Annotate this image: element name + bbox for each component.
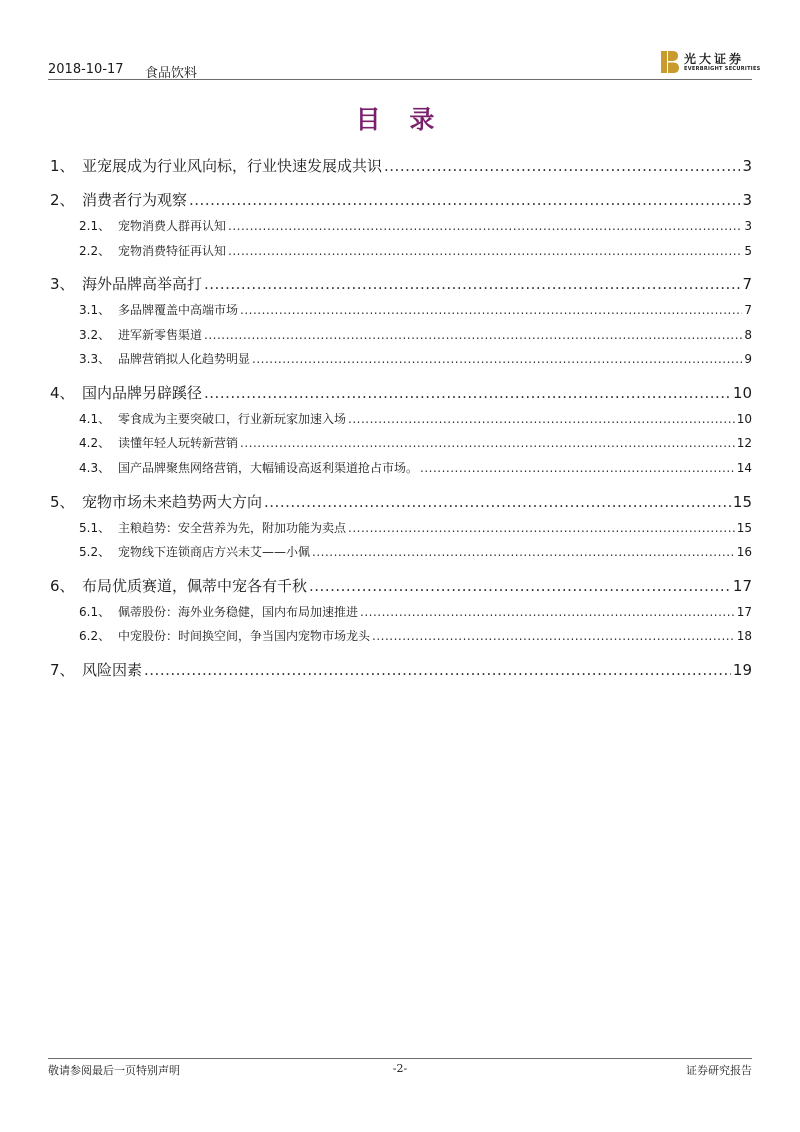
- toc-page-number: 16: [736, 545, 752, 559]
- toc-entry-2-2[interactable]: [79, 242, 752, 259]
- toc-entry-6-1[interactable]: [79, 603, 752, 620]
- toc-number: 4.3、: [79, 461, 111, 475]
- toc-entry-6-2[interactable]: [79, 627, 752, 644]
- toc-number: 5、: [50, 493, 75, 511]
- toc-text: 佩蒂股份：海外业务稳健，国内布局加速推进: [118, 605, 359, 619]
- footer-divider: [48, 1058, 752, 1059]
- toc-number: 2、: [50, 191, 75, 209]
- toc-entry-4-2[interactable]: [79, 434, 752, 451]
- toc-text: 读懂年轻人玩转新营销: [118, 436, 239, 450]
- toc-page-number: 10: [732, 384, 752, 402]
- toc-entry-6[interactable]: [50, 575, 752, 596]
- toc-dot-leader: [348, 521, 735, 535]
- header-divider: [48, 79, 752, 80]
- toc-dot-leader: [144, 661, 731, 679]
- toc-text: 国内品牌另辟蹊径: [82, 384, 203, 402]
- toc-text: 亚宠展成为行业风向标，行业快速发展成共识: [82, 157, 383, 175]
- report-date: 2018-10-17: [48, 62, 124, 77]
- toc-text: 进军新零售渠道: [118, 328, 203, 342]
- toc-text: 零食成为主要突破口，行业新玩家加速入场: [118, 412, 347, 426]
- everbright-logo-icon: [660, 50, 680, 74]
- toc-page-number: 18: [736, 629, 752, 643]
- toc-entry-5[interactable]: [50, 491, 752, 512]
- toc-number: 6.1、: [79, 605, 111, 619]
- toc-page-number: 19: [732, 661, 752, 679]
- toc-text: 主粮趋势：安全营养为先，附加功能为卖点: [118, 521, 347, 535]
- toc-page-number: 3: [742, 157, 752, 175]
- page-header: [48, 48, 761, 81]
- report-sector: 食品饮料: [145, 66, 198, 81]
- toc-number: 5.2、: [79, 545, 111, 559]
- toc-page-number: 9: [744, 352, 752, 366]
- toc-text: 宠物线下连锁商店方兴未艾——小佩: [118, 545, 311, 559]
- toc-text: 国产品牌聚焦网络营销，大幅铺设高返利渠道抢占市场。: [118, 461, 419, 475]
- toc-dot-leader: [189, 191, 740, 209]
- toc-dot-leader: [228, 219, 742, 233]
- toc-page-number: 15: [736, 521, 752, 535]
- toc-entry-2[interactable]: [50, 189, 752, 210]
- toc-dot-leader: [240, 303, 742, 317]
- toc-number: 6、: [50, 577, 75, 595]
- toc-page-number: 7: [742, 275, 752, 293]
- toc-text: 宠物消费特征再认知: [118, 244, 227, 258]
- toc-entry-3-1[interactable]: [79, 301, 752, 318]
- toc-page-number: 17: [736, 605, 752, 619]
- toc-page-number: 5: [744, 244, 752, 258]
- toc-text: 品牌营销拟人化趋势明显: [118, 352, 251, 366]
- toc-page-number: 12: [736, 436, 752, 450]
- toc-dot-leader: [360, 605, 735, 619]
- toc-dot-leader: [204, 328, 742, 342]
- toc-dot-leader: [384, 157, 740, 175]
- toc-dot-leader: [348, 412, 735, 426]
- toc-dot-leader: [204, 275, 740, 293]
- toc-number: 4、: [50, 384, 75, 402]
- footer-disclaimer: 敬请参阅最后一页特别声明: [48, 1064, 180, 1077]
- toc-entry-5-2[interactable]: [79, 543, 752, 560]
- toc-dot-leader: [264, 493, 731, 511]
- toc-text: 布局优质赛道，佩蒂中宠各有千秋: [82, 577, 308, 595]
- toc-dot-leader: [420, 461, 735, 475]
- toc-number: 3.3、: [79, 352, 111, 366]
- toc-text: 消费者行为观察: [82, 191, 188, 209]
- toc-dot-leader: [252, 352, 742, 366]
- toc-entry-3-3[interactable]: [79, 350, 752, 367]
- toc-dot-leader: [312, 545, 735, 559]
- toc-page-number: 15: [732, 493, 752, 511]
- toc-text: 海外品牌高举高打: [82, 275, 203, 293]
- toc-page-number: 7: [744, 303, 752, 317]
- toc-number: 2.2、: [79, 244, 111, 258]
- toc-text: 中宠股份：时间换空间，争当国内宠物市场龙头: [118, 629, 371, 643]
- footer-page-number: -2-: [392, 1062, 408, 1075]
- toc-dot-leader: [372, 629, 735, 643]
- toc-entry-3-2[interactable]: [79, 326, 752, 343]
- toc-text: 多品牌覆盖中高端市场: [118, 303, 239, 317]
- toc-page-number: 14: [736, 461, 752, 475]
- toc-page-number: 3: [744, 219, 752, 233]
- toc-text: 宠物市场未来趋势两大方向: [82, 493, 263, 511]
- toc-entry-3[interactable]: [50, 273, 752, 294]
- toc-number: 3.1、: [79, 303, 111, 317]
- toc-number: 4.2、: [79, 436, 111, 450]
- toc-number: 4.1、: [79, 412, 111, 426]
- company-logo: [660, 50, 761, 76]
- logo-english-text: EVERBRIGHT SECURITIES: [684, 66, 761, 72]
- toc-number: 6.2、: [79, 629, 111, 643]
- toc-dot-leader: [228, 244, 742, 258]
- toc-dot-leader: [204, 384, 731, 402]
- toc-entry-7[interactable]: [50, 659, 752, 680]
- toc-dot-leader: [240, 436, 735, 450]
- toc-entry-2-1[interactable]: [79, 217, 752, 234]
- toc-page-number: 10: [736, 412, 752, 426]
- toc-entry-5-1[interactable]: [79, 519, 752, 536]
- toc-entry-1[interactable]: [50, 155, 752, 176]
- toc-text: 风险因素: [82, 661, 143, 679]
- toc-entry-4[interactable]: [50, 382, 752, 403]
- toc-text: 宠物消费人群再认知: [118, 219, 227, 233]
- footer-report-type: 证券研究报告: [686, 1064, 752, 1077]
- toc-number: 3.2、: [79, 328, 111, 342]
- toc-page-number: 17: [732, 577, 752, 595]
- toc-number: 7、: [50, 661, 75, 679]
- toc-page-number: 3: [742, 191, 752, 209]
- toc-dot-leader: [309, 577, 731, 595]
- toc-entry-4-3[interactable]: [79, 459, 752, 476]
- toc-entry-4-1[interactable]: [79, 410, 752, 427]
- toc-number: 5.1、: [79, 521, 111, 535]
- toc-number: 1、: [50, 157, 75, 175]
- toc-number: 2.1、: [79, 219, 111, 233]
- toc-number: 3、: [50, 275, 75, 293]
- toc-title: 目 录: [355, 105, 445, 134]
- logo-chinese-text: 光大证券: [684, 52, 745, 66]
- toc-page-number: 8: [744, 328, 752, 342]
